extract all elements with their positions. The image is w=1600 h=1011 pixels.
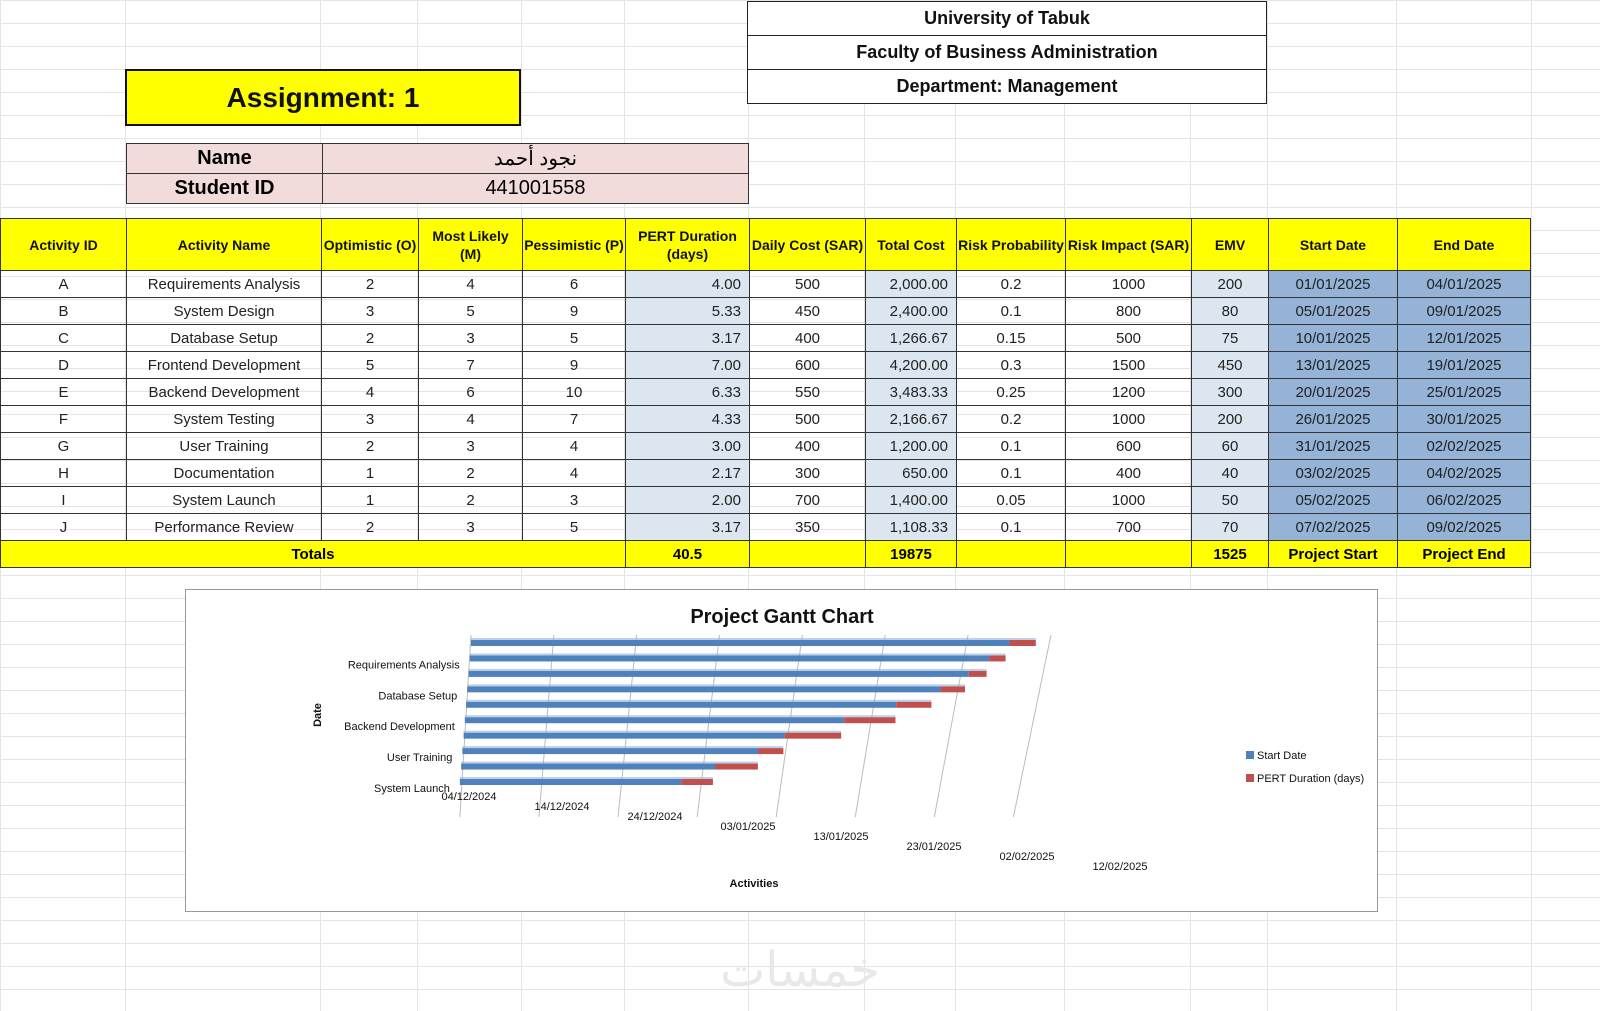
column-header[interactable]: Daily Cost (SAR) bbox=[750, 219, 866, 271]
table-cell[interactable]: 4 bbox=[523, 460, 626, 487]
table-cell[interactable]: 2 bbox=[419, 460, 523, 487]
table-cell[interactable]: 05/01/2025 bbox=[1269, 298, 1398, 325]
table-row bbox=[1, 298, 1531, 325]
table-cell[interactable]: 200 bbox=[1192, 271, 1269, 298]
table-cell[interactable]: 7 bbox=[523, 406, 626, 433]
table-cell[interactable]: 1,200.00 bbox=[866, 433, 957, 460]
table-cell[interactable]: 4 bbox=[419, 406, 523, 433]
category-label: User Training bbox=[386, 752, 453, 765]
table-cell[interactable]: 500 bbox=[750, 406, 866, 433]
table-cell[interactable]: 3.17 bbox=[626, 514, 750, 541]
table-cell[interactable]: 10/01/2025 bbox=[1269, 325, 1398, 352]
bar-top-face bbox=[467, 684, 965, 686]
bar-pert-duration[interactable] bbox=[785, 733, 841, 739]
totals-empty-3[interactable] bbox=[1066, 541, 1192, 568]
table-cell[interactable]: C bbox=[1, 325, 127, 352]
table-cell[interactable]: 2.17 bbox=[626, 460, 750, 487]
table-cell[interactable]: Documentation bbox=[127, 460, 322, 487]
table-cell[interactable]: 9 bbox=[523, 298, 626, 325]
table-cell[interactable]: 2,166.67 bbox=[866, 406, 957, 433]
table-cell[interactable]: 800 bbox=[1066, 298, 1192, 325]
column-header[interactable]: Activity Name bbox=[127, 219, 322, 271]
watermark-logo: خمسات bbox=[719, 942, 881, 998]
table-row bbox=[1, 487, 1531, 514]
table-cell[interactable]: 400 bbox=[1066, 460, 1192, 487]
chart-legend bbox=[1246, 750, 1364, 785]
table-cell[interactable]: 3 bbox=[322, 406, 419, 433]
table-cell[interactable]: 2 bbox=[322, 433, 419, 460]
table-cell[interactable]: User Training bbox=[127, 433, 322, 460]
table-cell[interactable]: 2.00 bbox=[626, 487, 750, 514]
table-cell[interactable]: 500 bbox=[750, 271, 866, 298]
table-row bbox=[1, 325, 1531, 352]
table-cell[interactable]: 0.15 bbox=[957, 325, 1066, 352]
column-header[interactable]: PERT Duration (days) bbox=[626, 219, 750, 271]
chart-grid bbox=[460, 635, 1051, 817]
bar-top-face bbox=[465, 715, 896, 717]
table-cell[interactable]: 300 bbox=[1192, 379, 1269, 406]
table-row bbox=[1, 352, 1531, 379]
activity-table bbox=[0, 218, 1531, 568]
student-id-label: Student ID bbox=[127, 174, 323, 203]
table-cell[interactable]: 1,400.00 bbox=[866, 487, 957, 514]
table-cell[interactable]: 350 bbox=[750, 514, 866, 541]
table-cell[interactable]: 04/02/2025 bbox=[1398, 460, 1531, 487]
table-cell[interactable]: 10 bbox=[523, 379, 626, 406]
table-cell[interactable]: 450 bbox=[750, 298, 866, 325]
grid-line bbox=[1013, 635, 1051, 817]
date-tick-label: 12/02/2025 bbox=[1092, 861, 1148, 873]
bar-pert-duration[interactable] bbox=[1010, 640, 1036, 646]
table-cell[interactable]: 1000 bbox=[1066, 487, 1192, 514]
table-cell[interactable]: 02/02/2025 bbox=[1398, 433, 1531, 460]
table-cell[interactable]: 0.05 bbox=[957, 487, 1066, 514]
legend-swatch bbox=[1246, 751, 1254, 759]
table-cell[interactable]: 5 bbox=[419, 298, 523, 325]
table-cell[interactable]: Backend Development bbox=[127, 379, 322, 406]
date-tick-label: 04/12/2024 bbox=[441, 791, 497, 803]
table-cell[interactable]: 60 bbox=[1192, 433, 1269, 460]
table-cell[interactable]: 9 bbox=[523, 352, 626, 379]
grid-line bbox=[460, 635, 471, 817]
grid-line bbox=[539, 635, 554, 817]
table-cell[interactable]: 7.00 bbox=[626, 352, 750, 379]
table-cell[interactable]: 4 bbox=[419, 271, 523, 298]
grid-line bbox=[855, 635, 885, 817]
bar-top-face bbox=[460, 777, 713, 779]
table-cell[interactable]: 4.33 bbox=[626, 406, 750, 433]
bar-start-date[interactable] bbox=[467, 686, 940, 692]
table-cell[interactable]: 0.3 bbox=[957, 352, 1066, 379]
legend-label: PERT Duration (days) bbox=[1257, 773, 1365, 785]
table-cell[interactable]: 2 bbox=[322, 514, 419, 541]
chart-category-labels bbox=[344, 659, 460, 795]
grid-line bbox=[776, 635, 802, 817]
table-cell[interactable]: 1200 bbox=[1066, 379, 1192, 406]
bar-top-face bbox=[466, 700, 931, 702]
table-cell[interactable]: 5 bbox=[523, 514, 626, 541]
table-cell[interactable]: A bbox=[1, 271, 127, 298]
chart-date-labels bbox=[441, 791, 1147, 873]
table-cell[interactable]: E bbox=[1, 379, 127, 406]
table-cell[interactable]: 0.2 bbox=[957, 406, 1066, 433]
table-cell[interactable]: F bbox=[1, 406, 127, 433]
table-row bbox=[1, 460, 1531, 487]
table-row bbox=[1, 433, 1531, 460]
table-cell[interactable]: Requirements Analysis bbox=[127, 271, 322, 298]
bar-top-face bbox=[461, 762, 758, 764]
table-cell[interactable]: 2,000.00 bbox=[866, 271, 957, 298]
totals-emv[interactable]: 1525 bbox=[1192, 541, 1269, 568]
category-label: Database Setup bbox=[378, 690, 458, 703]
table-cell[interactable]: 03/02/2025 bbox=[1269, 460, 1398, 487]
bar-top-face bbox=[469, 669, 987, 671]
gantt-chart-svg bbox=[186, 590, 1377, 911]
table-cell[interactable]: 50 bbox=[1192, 487, 1269, 514]
bar-top-face bbox=[470, 653, 1006, 655]
table-cell[interactable]: 3.00 bbox=[626, 433, 750, 460]
faculty-name: Faculty of Business Administration bbox=[747, 35, 1267, 70]
legend-swatch bbox=[1246, 774, 1254, 782]
table-cell[interactable]: I bbox=[1, 487, 127, 514]
table-cell[interactable]: 700 bbox=[750, 487, 866, 514]
table-cell[interactable]: 6 bbox=[523, 271, 626, 298]
table-cell[interactable]: 2 bbox=[322, 271, 419, 298]
table-cell[interactable]: 2,400.00 bbox=[866, 298, 957, 325]
table-cell[interactable]: 0.1 bbox=[957, 514, 1066, 541]
table-cell[interactable]: 1 bbox=[322, 460, 419, 487]
table-cell[interactable]: Frontend Development bbox=[127, 352, 322, 379]
grid-line bbox=[697, 635, 719, 817]
table-cell[interactable]: 500 bbox=[1066, 325, 1192, 352]
table-cell[interactable]: 40 bbox=[1192, 460, 1269, 487]
table-cell[interactable]: 5 bbox=[322, 352, 419, 379]
table-cell[interactable]: 4,200.00 bbox=[866, 352, 957, 379]
table-cell[interactable]: 6 bbox=[419, 379, 523, 406]
category-label: Backend Development bbox=[344, 721, 455, 734]
date-tick-label: 14/12/2024 bbox=[534, 801, 590, 813]
table-cell[interactable]: System Testing bbox=[127, 406, 322, 433]
bar-start-date[interactable] bbox=[461, 764, 715, 770]
bar-start-date[interactable] bbox=[471, 640, 1010, 646]
column-header[interactable]: Total Cost bbox=[866, 219, 957, 271]
table-cell[interactable]: Performance Review bbox=[127, 514, 322, 541]
table-cell[interactable]: G bbox=[1, 433, 127, 460]
legend-label: Start Date bbox=[1257, 750, 1307, 762]
table-cell[interactable]: 07/02/2025 bbox=[1269, 514, 1398, 541]
table-row bbox=[1, 379, 1531, 406]
table-row bbox=[1, 406, 1531, 433]
bar-start-date[interactable] bbox=[469, 671, 969, 677]
table-cell[interactable]: 3,483.33 bbox=[866, 379, 957, 406]
table-row bbox=[1, 514, 1531, 541]
table-cell[interactable]: System Design bbox=[127, 298, 322, 325]
table-cell[interactable]: 7 bbox=[419, 352, 523, 379]
chart-title: Project Gantt Chart bbox=[690, 606, 874, 628]
date-tick-label: 03/01/2025 bbox=[720, 821, 776, 833]
table-cell[interactable]: 3 bbox=[322, 298, 419, 325]
column-header[interactable]: Optimistic (O) bbox=[322, 219, 419, 271]
gantt-chart[interactable] bbox=[185, 589, 1378, 912]
column-header[interactable]: Most Likely (M) bbox=[419, 219, 523, 271]
grid-line bbox=[934, 635, 968, 817]
table-row bbox=[1, 271, 1531, 298]
chart-bars bbox=[460, 638, 1036, 785]
table-cell[interactable]: 26/01/2025 bbox=[1269, 406, 1398, 433]
student-name-row bbox=[126, 143, 749, 174]
totals-pert[interactable]: 40.5 bbox=[626, 541, 750, 568]
column-header[interactable]: Start Date bbox=[1269, 219, 1398, 271]
table-cell[interactable]: 550 bbox=[750, 379, 866, 406]
bar-start-date[interactable] bbox=[460, 779, 681, 785]
column-header[interactable]: End Date bbox=[1398, 219, 1531, 271]
table-cell[interactable]: 31/01/2025 bbox=[1269, 433, 1398, 460]
table-cell[interactable]: 19/01/2025 bbox=[1398, 352, 1531, 379]
table-cell[interactable]: 06/02/2025 bbox=[1398, 487, 1531, 514]
table-cell[interactable]: 400 bbox=[750, 325, 866, 352]
table-cell[interactable]: Database Setup bbox=[127, 325, 322, 352]
table-cell[interactable]: 1000 bbox=[1066, 406, 1192, 433]
table-cell[interactable]: 70 bbox=[1192, 514, 1269, 541]
table-cell[interactable]: 4 bbox=[523, 433, 626, 460]
table-cell[interactable]: 450 bbox=[1192, 352, 1269, 379]
table-cell[interactable]: 04/01/2025 bbox=[1398, 271, 1531, 298]
totals-empty-2[interactable] bbox=[957, 541, 1066, 568]
table-cell[interactable]: 30/01/2025 bbox=[1398, 406, 1531, 433]
bar-pert-duration[interactable] bbox=[716, 764, 758, 770]
chart-xlabel: Activities bbox=[729, 878, 779, 890]
name-label: Name bbox=[127, 144, 323, 173]
table-cell[interactable]: 600 bbox=[750, 352, 866, 379]
table-cell[interactable]: 0.1 bbox=[957, 433, 1066, 460]
bar-top-face bbox=[471, 638, 1036, 640]
student-id-row bbox=[126, 173, 749, 204]
table-cell[interactable]: 5.33 bbox=[626, 298, 750, 325]
table-cell[interactable]: 6.33 bbox=[626, 379, 750, 406]
university-name: University of Tabuk bbox=[747, 1, 1267, 36]
table-cell[interactable]: 13/01/2025 bbox=[1269, 352, 1398, 379]
table-cell[interactable]: 4.00 bbox=[626, 271, 750, 298]
bar-pert-duration[interactable] bbox=[989, 655, 1005, 661]
table-cell[interactable]: 5 bbox=[523, 325, 626, 352]
name-value[interactable]: نجود أحمد bbox=[493, 148, 578, 170]
bar-pert-duration[interactable] bbox=[969, 671, 987, 677]
totals-project-end[interactable]: Project End bbox=[1398, 541, 1531, 568]
table-cell[interactable]: 3 bbox=[419, 514, 523, 541]
totals-empty-1[interactable] bbox=[750, 541, 866, 568]
table-cell[interactable]: 3 bbox=[419, 433, 523, 460]
table-cell[interactable]: H bbox=[1, 460, 127, 487]
table-cell[interactable]: 2 bbox=[322, 325, 419, 352]
table-cell[interactable]: 25/01/2025 bbox=[1398, 379, 1531, 406]
bar-top-face bbox=[464, 731, 842, 733]
department-name: Department: Management bbox=[747, 69, 1267, 104]
table-cell[interactable]: D bbox=[1, 352, 127, 379]
table-cell[interactable]: 1000 bbox=[1066, 271, 1192, 298]
column-header[interactable]: EMV bbox=[1192, 219, 1269, 271]
bar-top-face bbox=[462, 746, 783, 748]
date-tick-label: 13/01/2025 bbox=[813, 831, 869, 843]
assignment-title: Assignment: 1 bbox=[125, 69, 521, 126]
bar-pert-duration[interactable] bbox=[941, 686, 965, 692]
table-cell[interactable]: 3 bbox=[419, 325, 523, 352]
bar-pert-duration[interactable] bbox=[844, 717, 895, 723]
table-cell[interactable]: 20/01/2025 bbox=[1269, 379, 1398, 406]
table-cell[interactable]: 3.17 bbox=[626, 325, 750, 352]
table-cell[interactable]: 1 bbox=[322, 487, 419, 514]
table-cell[interactable]: 12/01/2025 bbox=[1398, 325, 1531, 352]
bar-start-date[interactable] bbox=[464, 733, 785, 739]
table-cell[interactable]: 400 bbox=[750, 433, 866, 460]
table-cell[interactable]: 200 bbox=[1192, 406, 1269, 433]
table-cell[interactable]: 2 bbox=[419, 487, 523, 514]
table-cell[interactable]: 0.25 bbox=[957, 379, 1066, 406]
date-tick-label: 24/12/2024 bbox=[627, 811, 683, 823]
column-header[interactable]: Activity ID bbox=[1, 219, 127, 271]
table-cell[interactable]: 01/01/2025 bbox=[1269, 271, 1398, 298]
chart-ylabel: Date bbox=[312, 703, 324, 727]
table-cell[interactable]: 4 bbox=[322, 379, 419, 406]
bar-start-date[interactable] bbox=[462, 748, 758, 754]
table-cell[interactable]: J bbox=[1, 514, 127, 541]
table-header-row bbox=[1, 219, 1531, 271]
table-cell[interactable]: 09/02/2025 bbox=[1398, 514, 1531, 541]
category-label: System Launch bbox=[374, 783, 450, 795]
totals-label[interactable]: Totals bbox=[1, 541, 626, 568]
table-cell[interactable]: 80 bbox=[1192, 298, 1269, 325]
table-cell[interactable]: 0.1 bbox=[957, 298, 1066, 325]
column-header[interactable]: Pessimistic (P) bbox=[523, 219, 626, 271]
table-cell[interactable]: 3 bbox=[523, 487, 626, 514]
totals-total-cost[interactable]: 19875 bbox=[866, 541, 957, 568]
bar-start-date[interactable] bbox=[470, 655, 989, 661]
table-cell[interactable]: 600 bbox=[1066, 433, 1192, 460]
totals-project-start[interactable]: Project Start bbox=[1269, 541, 1398, 568]
student-id-value[interactable]: 441001558 bbox=[485, 177, 586, 199]
table-cell[interactable]: 05/02/2025 bbox=[1269, 487, 1398, 514]
table-cell[interactable]: 1500 bbox=[1066, 352, 1192, 379]
totals-row bbox=[1, 541, 1531, 568]
column-header[interactable]: Risk Impact (SAR) bbox=[1066, 219, 1192, 271]
grid-line bbox=[618, 635, 637, 817]
bar-start-date[interactable] bbox=[465, 717, 845, 723]
category-label: Requirements Analysis bbox=[347, 659, 460, 672]
table-cell[interactable]: B bbox=[1, 298, 127, 325]
table-cell[interactable]: 700 bbox=[1066, 514, 1192, 541]
bar-pert-duration[interactable] bbox=[758, 748, 783, 754]
date-tick-label: 23/01/2025 bbox=[906, 841, 962, 853]
bar-pert-duration[interactable] bbox=[681, 779, 713, 785]
table-cell[interactable]: 0.1 bbox=[957, 460, 1066, 487]
table-cell[interactable]: 09/01/2025 bbox=[1398, 298, 1531, 325]
column-header[interactable]: Risk Probability bbox=[957, 219, 1066, 271]
table-cell[interactable]: 1,108.33 bbox=[866, 514, 957, 541]
table-cell[interactable]: 300 bbox=[750, 460, 866, 487]
date-tick-label: 02/02/2025 bbox=[999, 851, 1055, 863]
table-cell[interactable]: 0.2 bbox=[957, 271, 1066, 298]
table-cell[interactable]: 1,266.67 bbox=[866, 325, 957, 352]
bar-start-date[interactable] bbox=[466, 702, 896, 708]
table-cell[interactable]: System Launch bbox=[127, 487, 322, 514]
bar-pert-duration[interactable] bbox=[896, 702, 931, 708]
table-cell[interactable]: 650.00 bbox=[866, 460, 957, 487]
table-cell[interactable]: 75 bbox=[1192, 325, 1269, 352]
